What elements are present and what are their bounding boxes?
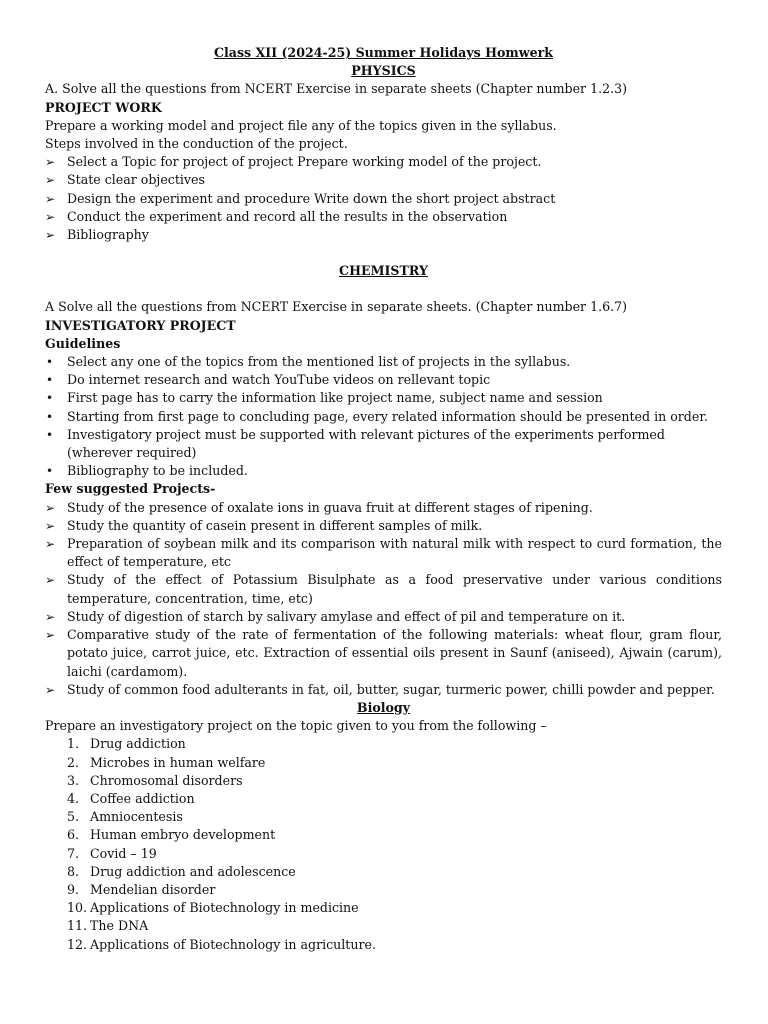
document-title: Class XII (2024-25) Summer Holidays Homwerk [214, 45, 553, 60]
spacer [45, 244, 722, 262]
list-item: 2. Microbes in human welfare [45, 754, 722, 772]
arrow-bullet-icon: ➢ [45, 682, 56, 697]
arrow-bullet-icon: ➢ [45, 573, 56, 588]
list-item: ➢ Study of digestion of starch by salivary amylase and effect of pil and temperature on it. [45, 608, 722, 626]
list-item: ➢ Comparative study of the rate of fermentation of the following materials: wheat flour, gram flour, potato juice, carrot juice, etc. Extraction of essential oils present in Saunf (aniseed), Ajwain (carum), laichi (cardamom). [45, 627, 722, 679]
list-item: ➢ Preparation of soybean milk and its comparison with natural milk with respect to curd formation, the effect of temperature, etc [45, 536, 722, 570]
list-item: 3. Chromosomal disorders [45, 772, 722, 790]
list-item: ➢ Study of the effect of Potassium Bisulphate as a food preservative under various conditions temperature, concentration, time, etc) [45, 572, 722, 606]
list-number: 5. [67, 809, 80, 825]
dot-bullet-icon: • [46, 391, 54, 406]
arrow-bullet-icon: ➢ [45, 155, 56, 170]
biology-intro: Prepare an investigatory project on the topic given to you from the following – [45, 718, 547, 734]
list-item: 12. Applications of Biotechnology in agriculture. [45, 936, 722, 954]
suggested-projects-heading: Few suggested Projects- [45, 481, 216, 497]
list-item: ➢ Study of the presence of oxalate ions in guava fruit at different stages of ripening. [45, 499, 722, 517]
list-item: 10. Applications of Biotechnology in medicine [45, 899, 722, 917]
list-item: • Select any one of the topics from the mentioned list of projects in the syllabus. [45, 353, 722, 371]
list-item: 8. Drug addiction and adolescence [45, 863, 722, 881]
list-item: ➢ Study the quantity of casein present in different samples of milk. [45, 517, 722, 535]
chemistry-project-heading: INVESTIGATORY PROJECT [45, 317, 236, 333]
list-item: 6. Human embryo development [45, 826, 722, 844]
list-number: 2. [67, 754, 80, 770]
list-item: ➢ State clear objectives [45, 171, 722, 189]
physics-heading: PHYSICS [351, 63, 416, 79]
physics-project-heading: PROJECT WORK [45, 99, 162, 115]
list-number: 7. [67, 845, 80, 861]
list-number: 4. [67, 790, 80, 806]
list-item: 9. Mendelian disorder [45, 881, 722, 899]
list-item: • Investigatory project must be supported with relevant pictures of the experiments performed (wherever required) [46, 426, 665, 461]
physics-steps-intro: Steps involved in the conduction of the project. [45, 136, 348, 152]
list-item: 11. The DNA [45, 917, 722, 935]
arrow-bullet-icon: ➢ [45, 628, 56, 643]
suggested-projects-list [45, 499, 722, 699]
list-number: 10. [67, 900, 88, 916]
list-number: 3. [67, 772, 80, 788]
dot-bullet-icon: • [46, 409, 54, 424]
list-item: ➢ Design the experiment and procedure Write down the short project abstract [45, 190, 722, 208]
arrow-bullet-icon: ➢ [45, 173, 56, 188]
physics-steps-list [45, 153, 722, 244]
dot-bullet-icon: • [46, 464, 54, 479]
chemistry-heading: CHEMISTRY [339, 263, 428, 279]
list-item: • Starting from first page to concluding page, every related information should be presented in order. [45, 408, 722, 426]
list-number: 12. [67, 936, 88, 952]
arrow-bullet-icon: ➢ [45, 500, 56, 515]
list-item: ➢ Conduct the experiment and record all the results in the observation [45, 208, 722, 226]
list-number: 1. [67, 736, 80, 752]
list-number: 8. [67, 863, 80, 879]
list-number: 9. [67, 881, 80, 897]
list-item: ➢ Select a Topic for project of project Prepare working model of the project. [45, 153, 722, 171]
dot-bullet-icon: • [46, 355, 54, 370]
list-item: • First page has to carry the information like project name, subject name and session [45, 389, 722, 407]
dot-bullet-icon: • [46, 373, 54, 388]
guidelines-heading: Guidelines [45, 335, 121, 351]
list-item: ➢ Study of common food adulterants in fat, oil, butter, sugar, turmeric power, chilli powder and pepper. [45, 681, 722, 699]
document-page [45, 44, 722, 954]
list-number: 6. [67, 827, 80, 843]
list-item: ➢ Bibliography [45, 226, 722, 244]
arrow-bullet-icon: ➢ [45, 537, 56, 552]
list-item: • Do internet research and watch YouTube videos on rellevant topic [45, 371, 722, 389]
list-item: 1. Drug addiction [45, 735, 722, 753]
biology-topics-list [45, 735, 722, 953]
arrow-bullet-icon: ➢ [45, 209, 56, 224]
arrow-bullet-icon: ➢ [45, 191, 56, 206]
list-item: • Bibliography to be included. [45, 462, 722, 480]
arrow-bullet-icon: ➢ [45, 609, 56, 624]
list-item: 5. Amniocentesis [45, 808, 722, 826]
list-number: 11. [67, 918, 88, 934]
spacer [45, 280, 722, 298]
physics-project-intro: Prepare a working model and project file any of the topics given in the syllabus. [45, 117, 557, 133]
guidelines-list [45, 353, 722, 480]
biology-heading: Biology [356, 699, 411, 715]
dot-bullet-icon: • [46, 427, 54, 442]
physics-intro: A. Solve all the questions from NCERT Exercise in separate sheets (Chapter number 1.2.3) [45, 81, 628, 97]
list-item: 7. Covid – 19 [45, 845, 722, 863]
list-item: 4. Coffee addiction [45, 790, 722, 808]
chemistry-intro: A Solve all the questions from NCERT Exercise in separate sheets. (Chapter number 1.6.7) [45, 299, 628, 315]
arrow-bullet-icon: ➢ [45, 228, 56, 243]
arrow-bullet-icon: ➢ [45, 518, 56, 533]
